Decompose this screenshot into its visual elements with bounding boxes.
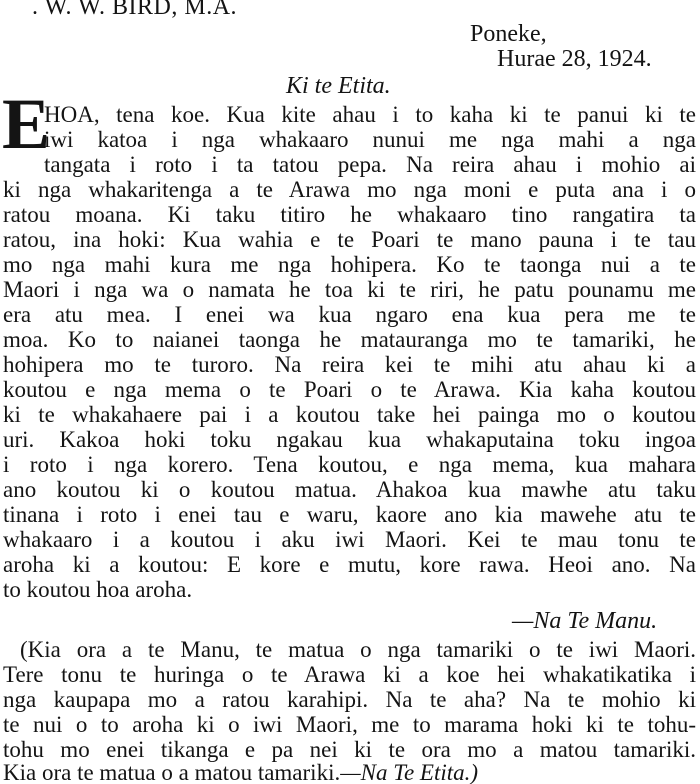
letter-line: iwi katoa i nga whakaaro nunui me nga mahi a nga: [44, 127, 696, 152]
drop-cap: E: [2, 84, 51, 164]
letter-line: mo nga mahi kura me nga hohipera. Ko te taonga nui a te: [3, 252, 696, 277]
letter-line: tinana i roto i enei tau e waru, kaore ano kia mawehe atu te: [3, 502, 696, 527]
letter-line: hohipera mo te turoro. Na reira kei te mihi atu ahau ki a: [3, 352, 696, 377]
editor-note-last-line: [3, 760, 696, 784]
editor-signature: —Na Te Etita.): [340, 760, 479, 784]
letter-line: ratou moana. Ki taku titiro he whakaaro tino rangatira ta: [3, 202, 696, 227]
letter-line: ki te whakahaere pai i a koutou take hei painga mo o koutou: [3, 402, 696, 427]
editor-note-line: te nui o to aroha ki o iwi Maori, me to marama hoki ki te tohu-: [3, 712, 696, 737]
letter-line: koutou e nga mema o te Poari o te Arawa. Kia kaha koutou: [3, 377, 696, 402]
letter-line: moa. Ko to naianei taonga he matauranga mo te tamariki, he: [3, 327, 696, 352]
letter-line: ano koutou ki o koutou matua. Ahakoa kua mawhe atu taku: [3, 477, 696, 502]
letter-line: i roto i nga korero. Tena koutou, e nga mema, kua mahara: [3, 452, 696, 477]
letter-date: Hurae 28, 1924.: [497, 46, 652, 72]
letter-line: HOA, tena koe. Kua kite ahau i to kaha ki te panui ki te: [44, 102, 696, 127]
editor-note-line: tohu mo enei tikanga e pa nei ki te ora mo a matou tamariki.: [3, 737, 696, 762]
editor-note-line: nga kaupapa mo a ratou karahipi. Na te aha? Na te mohio ki: [3, 687, 696, 712]
letter-line: uri. Kakoa hoki toku ngakau kua whakaputaina toku ingoa: [3, 427, 696, 452]
editor-note-line: Tere tonu te huringa o te Arawa ki a koe hei whakatikatika i: [3, 662, 696, 687]
letter-line: to koutou hoa aroha.: [3, 577, 193, 602]
letter-line: whakaaro i a koutou i aku iwi Maori. Kei te mau tonu te: [3, 527, 696, 552]
letter-place: Poneke,: [470, 21, 547, 47]
letter-signature: —Na Te Manu.: [512, 608, 658, 634]
letter-line: era atu mea. I enei wa kua ngaro ena kua pera me te: [3, 302, 696, 327]
author-name: W. W. BIRD, M.A.: [44, 0, 238, 20]
editor-note-line-text: Kia ora te matua o a matou tamariki.: [3, 760, 341, 784]
editor-note-line: (Kia ora a te Manu, te matua o nga tamariki o te iwi Maori.: [20, 637, 696, 662]
letter-line: Maori i nga wa o namata he toa ki te riri, he patu pounamu me: [3, 277, 696, 302]
letter-line: aroha ki a koutou: E kore e mutu, kore rawa. Heoi ano. Na: [3, 552, 696, 577]
author-heading: [32, 0, 237, 21]
letter-line: ratou, ina hoki: Kua wahia e te Poari te mano pauna i te tau: [3, 227, 696, 252]
heading-mark: .: [32, 0, 45, 20]
letter-salutation: Ki te Etita.: [286, 73, 391, 99]
letter-line: tangata i roto i ta tatou pepa. Na reira ahau i mohio ai: [44, 152, 696, 177]
letter-line: ki nga whakaritenga a te Arawa mo nga moni e puta ana i o: [3, 177, 696, 202]
